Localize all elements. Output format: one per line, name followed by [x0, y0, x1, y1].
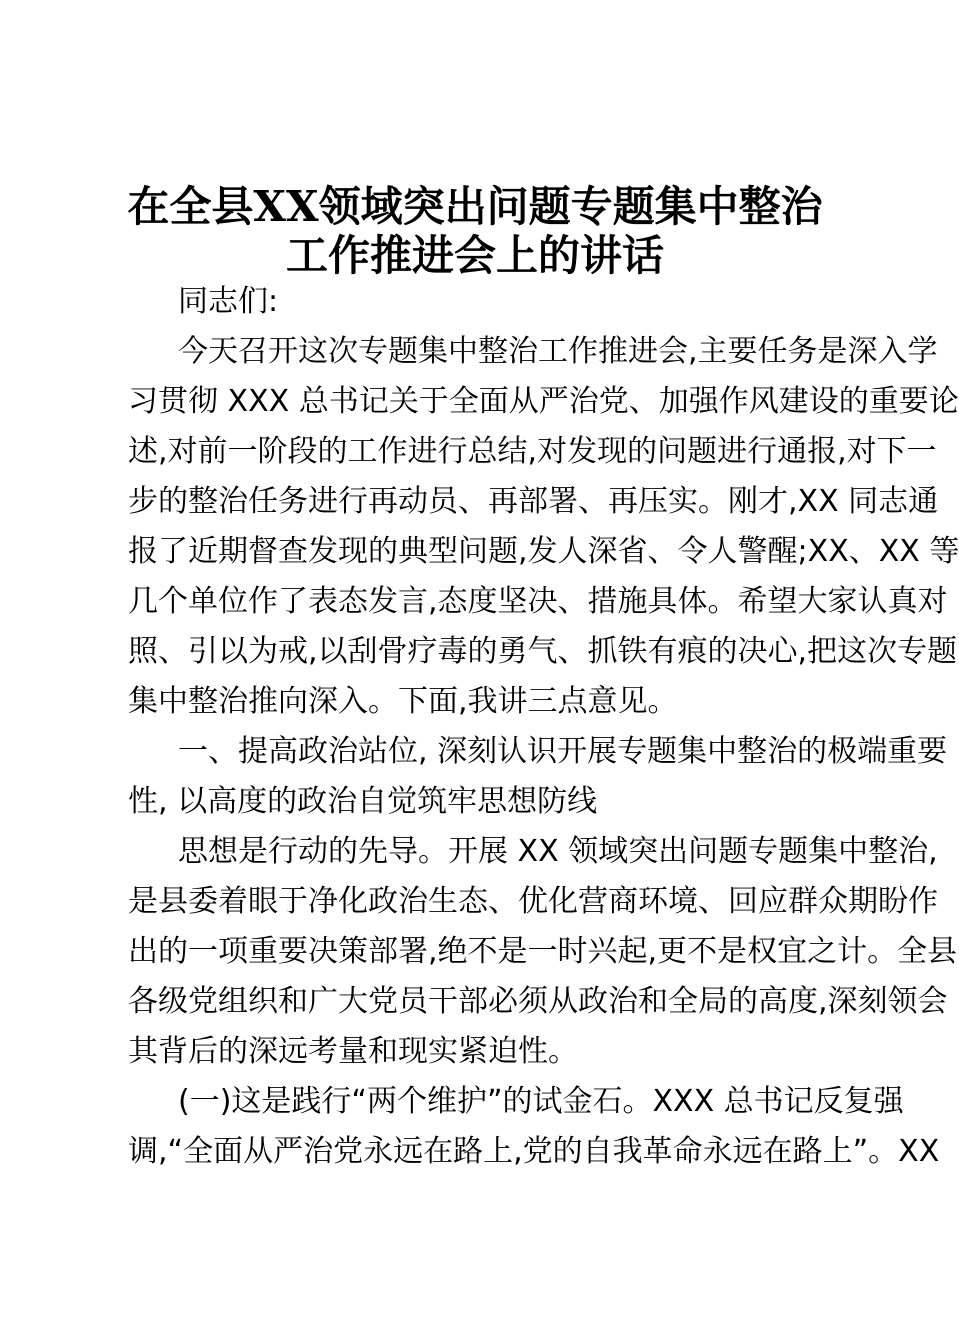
text-line: (一)这是践行“两个维护”的试金石。XXX 总书记反复强 — [178, 1084, 904, 1119]
text-line: 出的一项重要决策部署,绝不是一时兴起,更不是权宜之计。全县 — [128, 934, 958, 969]
text-line: 各级党组织和广大党员干部必须从政治和全局的高度,深刻领会 — [128, 984, 948, 1019]
text-line: 其背后的深远考量和现实紧迫性。 — [128, 1034, 578, 1069]
text-line: 述,对前一阶段的工作进行总结,对发现的问题进行通报,对下一 — [128, 434, 937, 469]
text-line: 步的整治任务进行再动员、再部署、再压实。刚才,XX 同志通 — [128, 484, 939, 519]
text-line: 性, 以高度的政治自觉筑牢思想防线 — [128, 784, 598, 819]
text-line: 报了近期督查发现的典型问题,发人深省、令人警醒;XX、XX 等 — [128, 534, 959, 569]
text-line: 照、引以为戒,以刮骨疗毒的勇气、抓铁有痕的决心,把这次专题 — [128, 634, 958, 669]
paragraph-subsection-1 — [128, 1077, 940, 1177]
document-title-line-2: 工作推进会上的讲话 — [285, 231, 664, 280]
text-line: 一、提高政治站位, 深刻认识开展专题集中整治的极端重要 — [178, 734, 948, 769]
text-line: 集中整治推向深入。下面,我讲三点意见。 — [128, 684, 678, 719]
section-heading-1 — [128, 727, 948, 827]
document-body — [128, 277, 959, 1177]
paragraph-section-1 — [128, 827, 958, 1077]
paragraph-intro — [128, 327, 959, 727]
text-line: 今天召开这次专题集中整治工作推进会,主要任务是深入学 — [178, 334, 938, 369]
text-line: 调,“全面从严治党永远在路上,党的自我革命永远在路上”。XX — [128, 1134, 940, 1169]
text-line: 几个单位作了表态发言,态度坚决、措施具体。希望大家认真对 — [128, 584, 948, 619]
text-line: 思想是行动的先导。开展 XX 领域突出问题专题集中整治, — [178, 834, 938, 869]
salutation: 同志们: — [178, 284, 279, 319]
document-title-line-1: 在全县XX领域突出问题专题集中整治 — [127, 182, 823, 231]
text-line: 是县委着眼于净化政治生态、优化营商环境、回应群众期盼作 — [128, 884, 938, 919]
text-line: 习贯彻 XXX 总书记关于全面从严治党、加强作风建设的重要论 — [128, 384, 959, 419]
